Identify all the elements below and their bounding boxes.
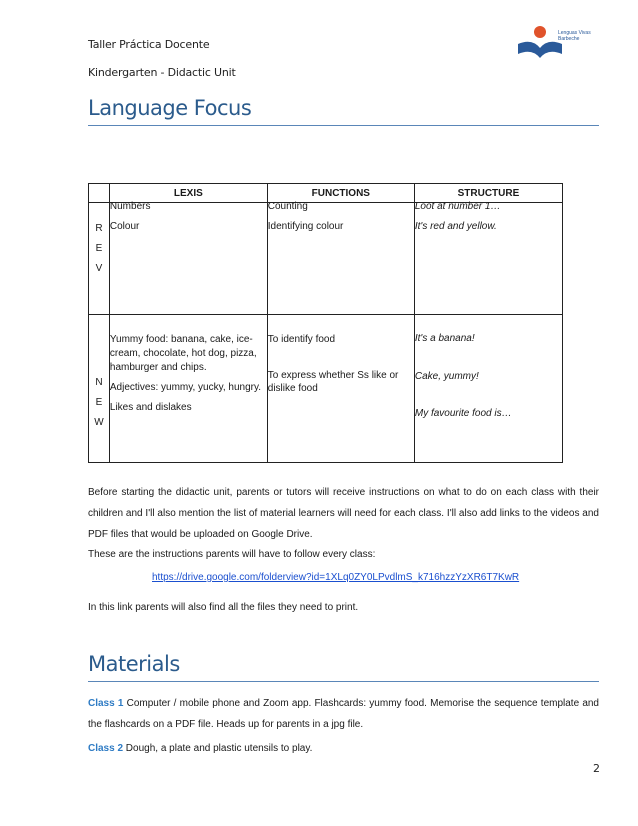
class-2-text: Dough, a plate and plastic utensils to play. xyxy=(123,743,313,754)
class-2-item xyxy=(88,738,599,759)
logo-book-icon xyxy=(518,42,562,58)
class-1-label: Class 1 xyxy=(88,698,124,709)
column-header-functions: FUNCTIONS xyxy=(267,184,414,203)
materials-heading: Materials xyxy=(88,652,180,676)
header-title: Taller Práctica Docente xyxy=(88,38,210,51)
drive-link[interactable]: https://drive.google.com/folderview?id=1XLq0ZY0LPvdlmS_k716hzzYzXR6T7KwR xyxy=(152,572,520,583)
rev-lexis-cell: Numbers Colour xyxy=(109,203,267,315)
table-corner-cell xyxy=(89,184,110,203)
class-2-label: Class 2 xyxy=(88,743,124,754)
language-focus-heading: Language Focus xyxy=(88,96,252,120)
rev-structure-cell: Loot at number 1… It's red and yellow. xyxy=(414,203,562,315)
language-focus-table xyxy=(88,183,563,463)
materials-rule xyxy=(88,681,599,682)
new-lexis-cell: Yummy food: banana, cake, ice-cream, chocolate, hot dog, pizza, hamburger and chips. Adjectives: yummy, yucky, hungry. Likes and dislakes xyxy=(109,315,267,463)
new-structure-cell: It's a banana! Cake, yummy! My favourite food is… xyxy=(414,315,562,463)
school-logo xyxy=(514,22,604,62)
print-note: In this link parents will also find all the files they need to print. xyxy=(88,602,359,613)
instructions-paragraph: Before starting the didactic unit, parents or tutors will receive instructions on what to do on each class with their children and I'll also mention the list of material learners will need for each class. I'll also add links to the videos and PDF files that would be uploaded on Google Drive. xyxy=(88,487,599,540)
instructions-intro: These are the instructions parents will have to follow every class: xyxy=(88,549,376,560)
rev-functions-cell: Counting Identifying colour xyxy=(267,203,414,315)
logo-text: Lenguas Vivas Barbeche xyxy=(558,30,591,42)
heading-rule xyxy=(88,125,599,126)
table-row-new xyxy=(89,315,563,463)
new-functions-cell: To identify food To express whether Ss like or dislike food xyxy=(267,315,414,463)
page-number: 2 xyxy=(593,762,600,775)
new-label: N E W xyxy=(89,315,110,463)
class-1-text: Computer / mobile phone and Zoom app. Flashcards: yummy food. Memorise the sequence template and the flashcards on a PDF file. Heads up for parents in a jpg file. xyxy=(88,698,599,730)
column-header-lexis: LEXIS xyxy=(109,184,267,203)
table-row-rev xyxy=(89,203,563,315)
header-subtitle: Kindergarten - Didactic Unit xyxy=(88,66,236,79)
class-1-item xyxy=(88,693,599,735)
column-header-structure: STRUCTURE xyxy=(414,184,562,203)
logo-sun-icon xyxy=(534,26,546,38)
rev-label: R E V xyxy=(89,203,110,315)
table-header-row xyxy=(89,184,563,203)
